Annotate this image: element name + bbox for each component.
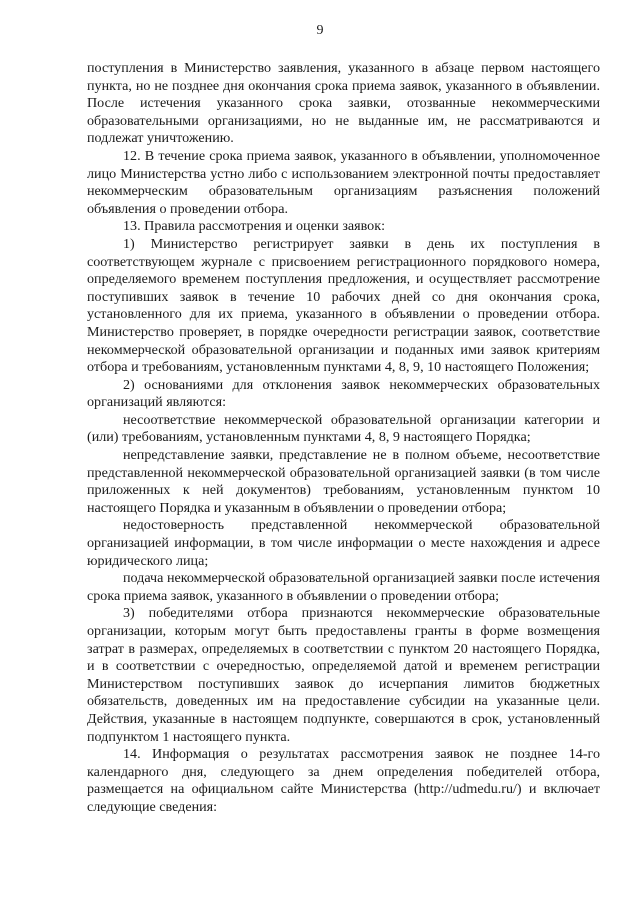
paragraph: 12. В течение срока приема заявок, указанного в объявлении, уполномоченное лицо Министерства устно либо с использованием электронной почты предоставляет некоммерческим образовательным организациям разъяснения положений объявления о проведении отбора. <box>87 147 600 217</box>
paragraph: 13. Правила рассмотрения и оценки заявок: <box>123 218 385 235</box>
paragraph: недостоверность представленной некоммерческой образовательной организацией информации, в том числе информации о месте нахождения и адресе юридического лица; <box>87 517 600 569</box>
paragraph: несоответствие некоммерческой образовательной организации категории и (или) требованиям, установленным пунктами 4, 8, 9 настоящего Порядка; <box>87 411 600 446</box>
paragraph: подача некоммерческой образовательной организацией заявки после истечения срока приема заявок, указанного в объявлении о проведении отбора; <box>87 570 600 604</box>
paragraph: 2) основаниями для отклонения заявок некоммерческих образовательных организаций являются: <box>87 376 600 411</box>
paragraph: 14. Информация о результатах рассмотрения заявок не позднее 14-го календарного дня, следующего за днем определения победителей отбора, размещается на официальном сайте Министерства (http://udmedu.ru/) и включает следующие сведения: <box>87 746 600 815</box>
paragraph: 3) победителями отбора признаются некоммерческие образовательные организации, которым могут быть предоставлены гранты в форме возмещения затрат в размерах, определяемых в соответствии с пунктом 20 настоящего Порядка, и в соответствии с очередностью, определяемой датой и временем регистрации Министерством поступивших заявок до исчерпания лимитов бюджетных обязательств, доведенных им на предоставление субсидии на указанные цели. Действия, указанные в настоящем подпункте, совершаются в срок, установленный подпунктом 1 настоящего пункта. <box>87 605 600 745</box>
paragraph: непредставление заявки, представление не в полном объеме, несоответствие представленной некоммерческой образовательной организацией заявки (в том числе приложенных к ней документов) требованиям, установленным пунктом 10 настоящего Порядка и указанным в объявлении о проведении отбора; <box>87 447 600 516</box>
paragraph: поступления в Министерство заявления, указанного в абзаце первом настоящего пункта, но не позднее дня окончания срока приема заявок, указанного в объявлении. После истечения указанного срока заявки, отозванные некоммерческими образовательными организациями, но не выданные им, не рассматриваются и подлежат уничтожению. <box>87 60 600 147</box>
page-number: 9 <box>316 23 324 38</box>
paragraph: 1) Министерство регистрирует заявки в день их поступления в соответствующем журнале с присвоением регистрационного порядкового номера, определяемого временем поступления предложения, и осуществляет рассмотрение поступивших заявок в течение 10 рабочих дней со дня окончания срока, установленного для их приема, указанного в объявлении о проведении отбора. Министерство проверяет, в порядке очередности регистрации заявок, соответствие некоммерческой образовательной организации и поданных ими заявок критериям отбора и требованиям, установленным пунктами 4, 8, 9, 10 настоящего Положения; <box>87 235 600 376</box>
document-body <box>87 60 600 817</box>
